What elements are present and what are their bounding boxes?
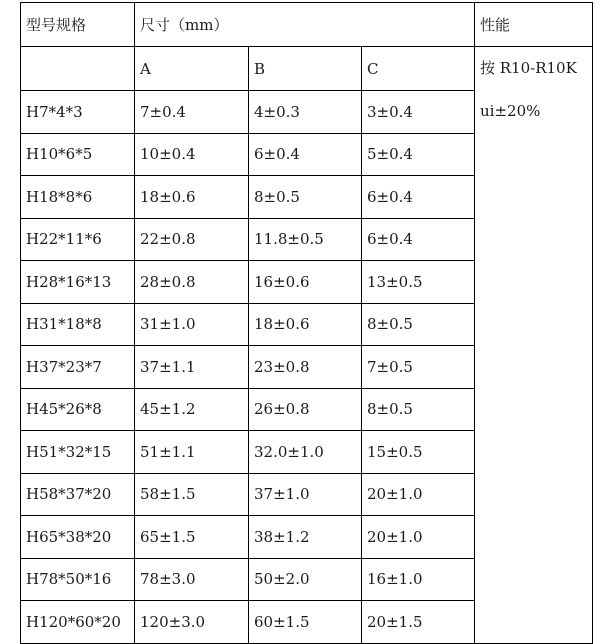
cell-model: H58*37*20 <box>21 473 135 516</box>
cell-model: H37*23*7 <box>21 346 135 389</box>
cell-b: 37±1.0 <box>249 473 362 516</box>
cell-model: H22*11*6 <box>21 218 135 261</box>
cell-model: H31*18*8 <box>21 303 135 346</box>
cell-model: H51*32*15 <box>21 431 135 474</box>
subheader-col-c: C <box>362 47 475 91</box>
cell-b: 50±2.0 <box>249 558 362 601</box>
spec-table <box>20 2 593 644</box>
header-model: 型号规格 <box>21 3 135 47</box>
subheader-row <box>21 47 593 91</box>
cell-b: 11.8±0.5 <box>249 218 362 261</box>
cell-b: 16±0.6 <box>249 261 362 304</box>
cell-model: H7*4*3 <box>21 91 135 134</box>
cell-c: 8±0.5 <box>362 303 475 346</box>
cell-a: 120±3.0 <box>135 601 249 644</box>
cell-a: 28±0.8 <box>135 261 249 304</box>
cell-c: 8±0.5 <box>362 388 475 431</box>
cell-c: 3±0.4 <box>362 91 475 134</box>
cell-a: 10±0.4 <box>135 133 249 176</box>
cell-c: 20±1.0 <box>362 516 475 559</box>
performance-method: 按 R10-R10K <box>480 59 577 77</box>
cell-c: 15±0.5 <box>362 431 475 474</box>
header-size: 尺寸（mm） <box>135 3 475 47</box>
cell-a: 31±1.0 <box>135 303 249 346</box>
cell-a: 37±1.1 <box>135 346 249 389</box>
cell-a: 22±0.8 <box>135 218 249 261</box>
spec-table-body <box>21 3 593 644</box>
cell-b: 60±1.5 <box>249 601 362 644</box>
cell-c: 20±1.0 <box>362 473 475 516</box>
cell-a: 65±1.5 <box>135 516 249 559</box>
cell-a: 78±3.0 <box>135 558 249 601</box>
subheader-col-b: B <box>249 47 362 91</box>
cell-b: 38±1.2 <box>249 516 362 559</box>
cell-c: 7±0.5 <box>362 346 475 389</box>
cell-model: H45*26*8 <box>21 388 135 431</box>
cell-a: 18±0.6 <box>135 176 249 219</box>
cell-model: H78*50*16 <box>21 558 135 601</box>
performance-cell <box>475 47 593 644</box>
header-row <box>21 3 593 47</box>
header-performance: 性能 <box>475 3 593 47</box>
cell-b: 8±0.5 <box>249 176 362 219</box>
cell-b: 18±0.6 <box>249 303 362 346</box>
cell-model: H18*8*6 <box>21 176 135 219</box>
cell-model: H65*38*20 <box>21 516 135 559</box>
cell-b: 23±0.8 <box>249 346 362 389</box>
cell-c: 6±0.4 <box>362 218 475 261</box>
cell-c: 20±1.5 <box>362 601 475 644</box>
cell-a: 45±1.2 <box>135 388 249 431</box>
cell-a: 58±1.5 <box>135 473 249 516</box>
cell-a: 51±1.1 <box>135 431 249 474</box>
cell-b: 6±0.4 <box>249 133 362 176</box>
cell-b: 26±0.8 <box>249 388 362 431</box>
cell-b: 4±0.3 <box>249 91 362 134</box>
performance-tolerance: ui±20% <box>480 101 541 120</box>
cell-c: 13±0.5 <box>362 261 475 304</box>
subheader-col-a: A <box>135 47 249 91</box>
cell-a: 7±0.4 <box>135 91 249 134</box>
cell-c: 5±0.4 <box>362 133 475 176</box>
cell-model: H10*6*5 <box>21 133 135 176</box>
cell-c: 6±0.4 <box>362 176 475 219</box>
cell-b: 32.0±1.0 <box>249 431 362 474</box>
subheader-model-empty <box>21 47 135 91</box>
cell-model: H120*60*20 <box>21 601 135 644</box>
cell-c: 16±1.0 <box>362 558 475 601</box>
cell-model: H28*16*13 <box>21 261 135 304</box>
